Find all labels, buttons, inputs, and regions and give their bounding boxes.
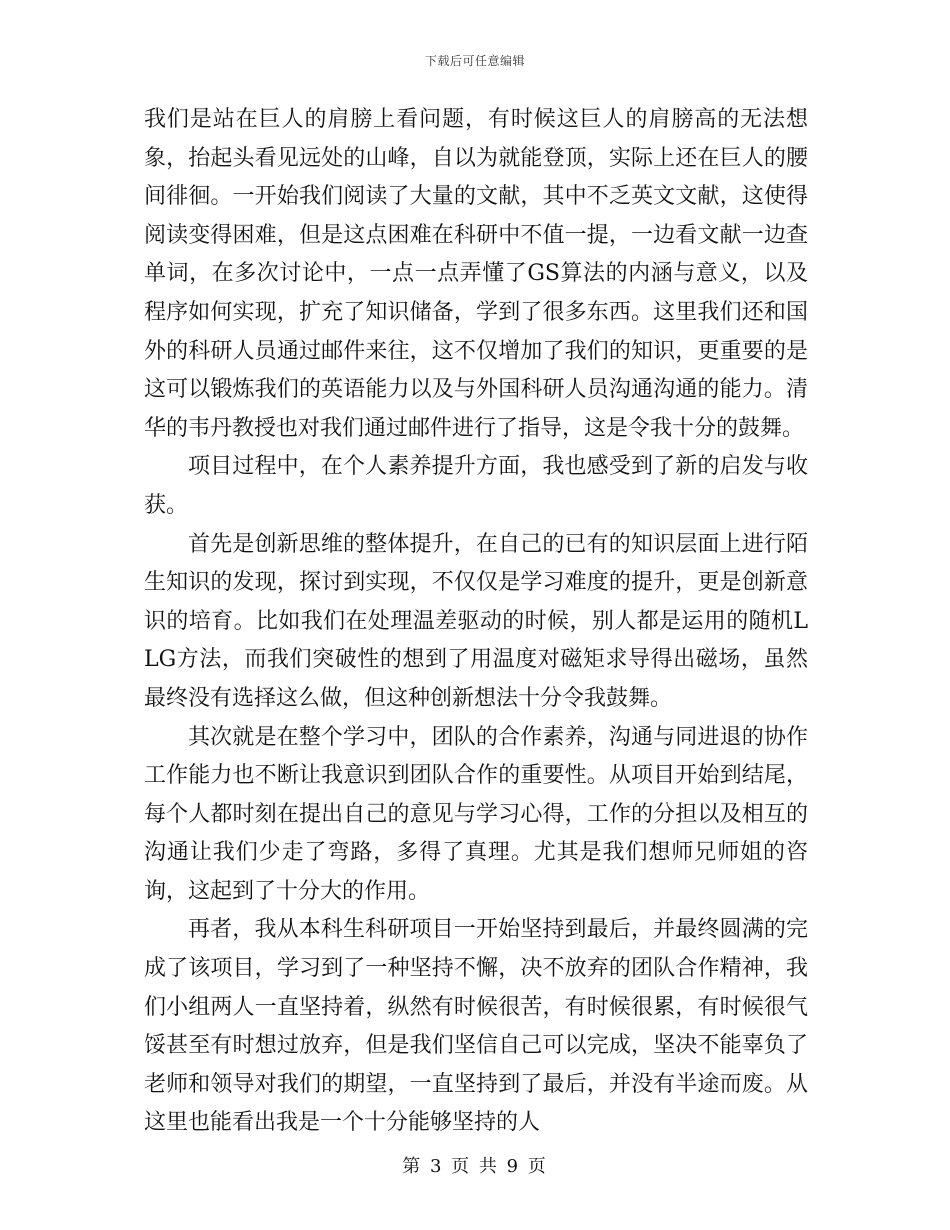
paragraph-1: 我们是站在巨人的肩膀上看问题，有时候这巨人的肩膀高的无法想象，抬起头看见远处的山峰，自以为就能登顶，实际上还在巨人的腰间徘徊。一开始我们阅读了大量的文献，其中不乏英文文献，这使得阅读变得困难，但是这点困难在科研中不值一提，一边看文献一边查单词，在多次讨论中，一点一点弄懂了GS算法的内涵与意义，以及程序如何实现，扩充了知识储备，学到了很多东西。这里我们还和国外的科研人员通过邮件来往，这不仅增加了我们的知识，更重要的是这可以锻炼我们的英语能力以及与外国科研人员沟通沟通的能力。清华的韦丹教授也对我们通过邮件进行了指导，这是令我十分的鼓舞。 bbox=[144, 107, 808, 441]
document-body bbox=[144, 101, 808, 1143]
paragraph-5: 再者，我从本科生科研项目一开始坚持到最后，并最终圆满的完成了该项目，学习到了一种坚持不懈，决不放弃的团队合作精神，我们小组两人一直坚持着，纵然有时候很苦，有时候很累，有时候很气馁甚至有时想过放弃，但是我们坚信自己可以完成，坚决不能辜负了老师和领导对我们的期望，一直坚持到了最后，并没有半途而废。从这里也能看出我是一个十分能够坚持的人 bbox=[144, 917, 808, 1136]
paragraph-3: 首先是创新思维的整体提升，在自己的已有的知识层面上进行陌生知识的发现，探讨到实现，不仅仅是学习难度的提升，更是创新意识的培育。比如我们在处理温差驱动的时候，别人都是运用的随机LLG方法，而我们突破性的想到了用温度对磁矩求导得出磁场，虽然最终没有选择这么做，但这种创新想法十分令我鼓舞。 bbox=[144, 531, 808, 711]
page-number-footer: 第 3 页 共 9 页 bbox=[402, 1156, 548, 1177]
page-header: 下载后可任意编辑 bbox=[424, 54, 525, 68]
paragraph-4: 其次就是在整个学习中，团队的合作素养，沟通与同进退的协作工作能力也不断让我意识到团队合作的重要性。从项目开始到结尾，每个人都时刻在提出自己的意见与学习心得，工作的分担以及相互的沟通让我们少走了弯路，多得了真理。尤其是我们想师兄师姐的咨询，这起到了十分大的作用。 bbox=[144, 724, 808, 904]
paragraph-2: 项目过程中，在个人素养提升方面，我也感受到了新的启发与收获。 bbox=[144, 454, 808, 518]
